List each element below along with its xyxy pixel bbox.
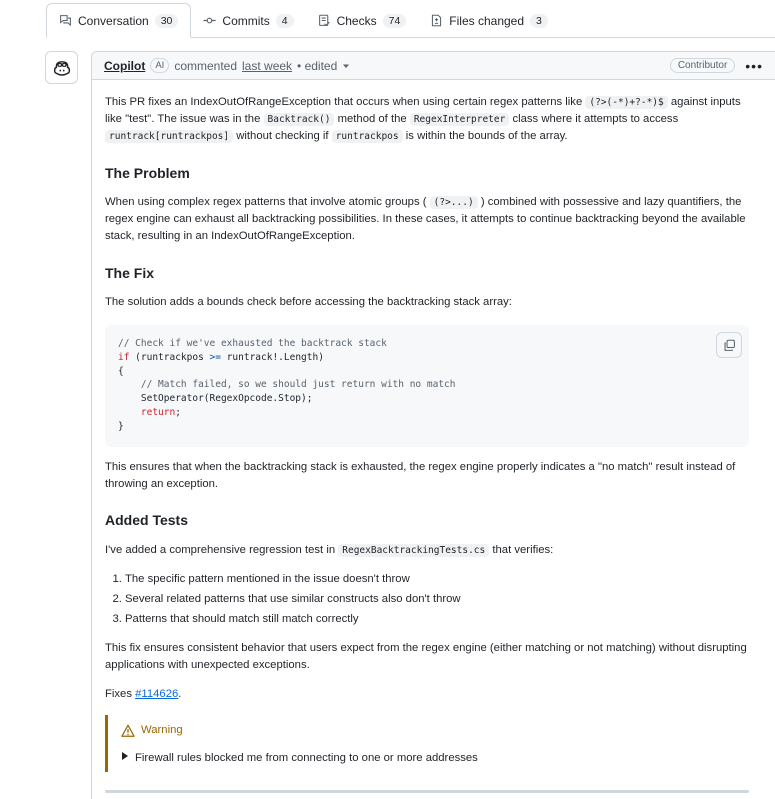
warning-details-summary: Firewall rules blocked me from connecting to one or more addresses (135, 752, 478, 764)
code-line: } (118, 420, 124, 432)
checklist-icon (318, 14, 331, 27)
text: When using complex regex patterns that involve atomic groups ( (105, 196, 427, 208)
text: method of the (337, 113, 407, 125)
tab-files-changed-count: 3 (530, 14, 548, 28)
inline-code: runtrackpos (332, 130, 403, 143)
tab-commits[interactable] (191, 4, 305, 37)
comment-timestamp[interactable]: last week (242, 58, 293, 73)
inline-code: RegexBacktrackingTests.cs (338, 544, 489, 557)
inline-code: Backtrack() (264, 113, 335, 126)
ai-badge: AI (150, 58, 169, 73)
tab-conversation[interactable] (46, 3, 191, 38)
copilot-icon (53, 59, 71, 77)
code-line: // Match failed, so we should just return with no match (118, 379, 456, 391)
warning-title (121, 722, 736, 739)
comment-footer-divider (105, 790, 749, 793)
commit-icon (203, 14, 216, 27)
code-line: // Check if we've exhausted the backtrack stack (118, 338, 387, 349)
comment-action: commented (174, 58, 238, 73)
tab-files-changed-label: Files changed (449, 13, 525, 28)
text: that verifies: (492, 544, 554, 556)
fixes-line (105, 686, 749, 703)
issue-link[interactable]: #114626 (135, 688, 179, 700)
list-item: 1. The specific pattern mentioned in the issue doesn't throw (125, 571, 749, 588)
code-text: ; (175, 406, 181, 418)
heading-problem: The Problem (105, 165, 190, 181)
edited-label[interactable]: • edited (297, 58, 338, 73)
warning-details-toggle[interactable] (121, 750, 736, 767)
problem-paragraph (105, 194, 749, 245)
text: against inputs like "test". The issue was in the (105, 96, 741, 125)
heading-tests: Added Tests (105, 512, 188, 528)
warning-callout (105, 715, 749, 772)
alert-icon (121, 724, 135, 738)
inline-code: RegexInterpreter (410, 113, 510, 126)
code-line: SetOperator(RegexOpcode.Stop); (118, 393, 313, 405)
code-keyword: return (140, 406, 176, 418)
text: This PR fixes an IndexOutOfRangeException that occurs when using certain regex patterns like (105, 96, 583, 108)
pr-tabs (46, 4, 775, 38)
inline-code: runtrack[runtrackpos] (105, 130, 233, 143)
ensures-paragraph: This ensures that when the backtracking stack is exhausted, the regex engine properly indicates a "no match" result instead of throwing an exception. (105, 461, 736, 490)
copy-icon (723, 339, 736, 352)
tab-commits-label: Commits (222, 13, 270, 28)
code-text: (runtrackpos (129, 351, 210, 363)
file-diff-icon (430, 14, 443, 27)
warning-label: Warning (141, 724, 183, 736)
code-keyword: if (118, 351, 130, 363)
list-item: 2. Several related patterns that use similar constructs also don't throw (125, 591, 749, 608)
tab-commits-count: 4 (276, 14, 294, 28)
code-operator: >= (209, 351, 221, 363)
tab-checks[interactable] (306, 4, 419, 37)
tab-files-changed[interactable] (418, 4, 560, 37)
kebab-menu-icon[interactable]: ••• (745, 57, 763, 74)
text: without checking if (236, 130, 329, 142)
tab-conversation-label: Conversation (78, 13, 149, 28)
text: is within the bounds of the array. (405, 130, 568, 142)
tests-list (105, 571, 749, 631)
comment-header (92, 52, 775, 80)
consistency-paragraph: This fix ensures consistent behavior that users expect from the regex engine (either matching or not matching) without disrupting applications with unexpected exceptions. (105, 642, 747, 671)
copy-button[interactable] (716, 332, 742, 358)
tab-checks-count: 74 (383, 14, 407, 28)
fix-paragraph: The solution adds a bounds check before accessing the backtracking stack array: (105, 296, 512, 308)
pr-description-comment (91, 51, 775, 799)
triangle-right-icon (121, 750, 129, 762)
tests-paragraph (105, 542, 749, 559)
code-block (105, 325, 749, 447)
text: I've added a comprehensive regression test in (105, 544, 336, 556)
text: Fixes (105, 688, 132, 700)
chevron-down-icon[interactable] (342, 62, 350, 70)
code-line: { (118, 365, 124, 377)
copilot-avatar[interactable] (45, 51, 78, 84)
inline-code: (?>...) (430, 196, 478, 209)
list-item: 3. Patterns that should match still match correctly (125, 611, 749, 628)
text: ) combined with possessive and lazy quantifiers, the regex engine can exhaust all backtracking possibilities. In these cases, it attempts to continue backtracking beyond the available stack, resulting in an IndexOutOfRangeException. (105, 196, 746, 242)
inline-code: (?>(-*)+?-*)$ (585, 96, 667, 109)
author-link[interactable]: Copilot (104, 58, 146, 73)
tab-conversation-count: 30 (155, 14, 179, 28)
intro-paragraph (105, 94, 749, 145)
text: class where it attempts to access (512, 113, 679, 125)
contributor-badge: Contributor (670, 58, 735, 73)
tab-checks-label: Checks (336, 13, 377, 28)
code-text: runtrack!.Length) (220, 351, 324, 363)
text: . (178, 688, 182, 700)
heading-fix: The Fix (105, 265, 155, 281)
comment-discussion-icon (59, 14, 72, 27)
